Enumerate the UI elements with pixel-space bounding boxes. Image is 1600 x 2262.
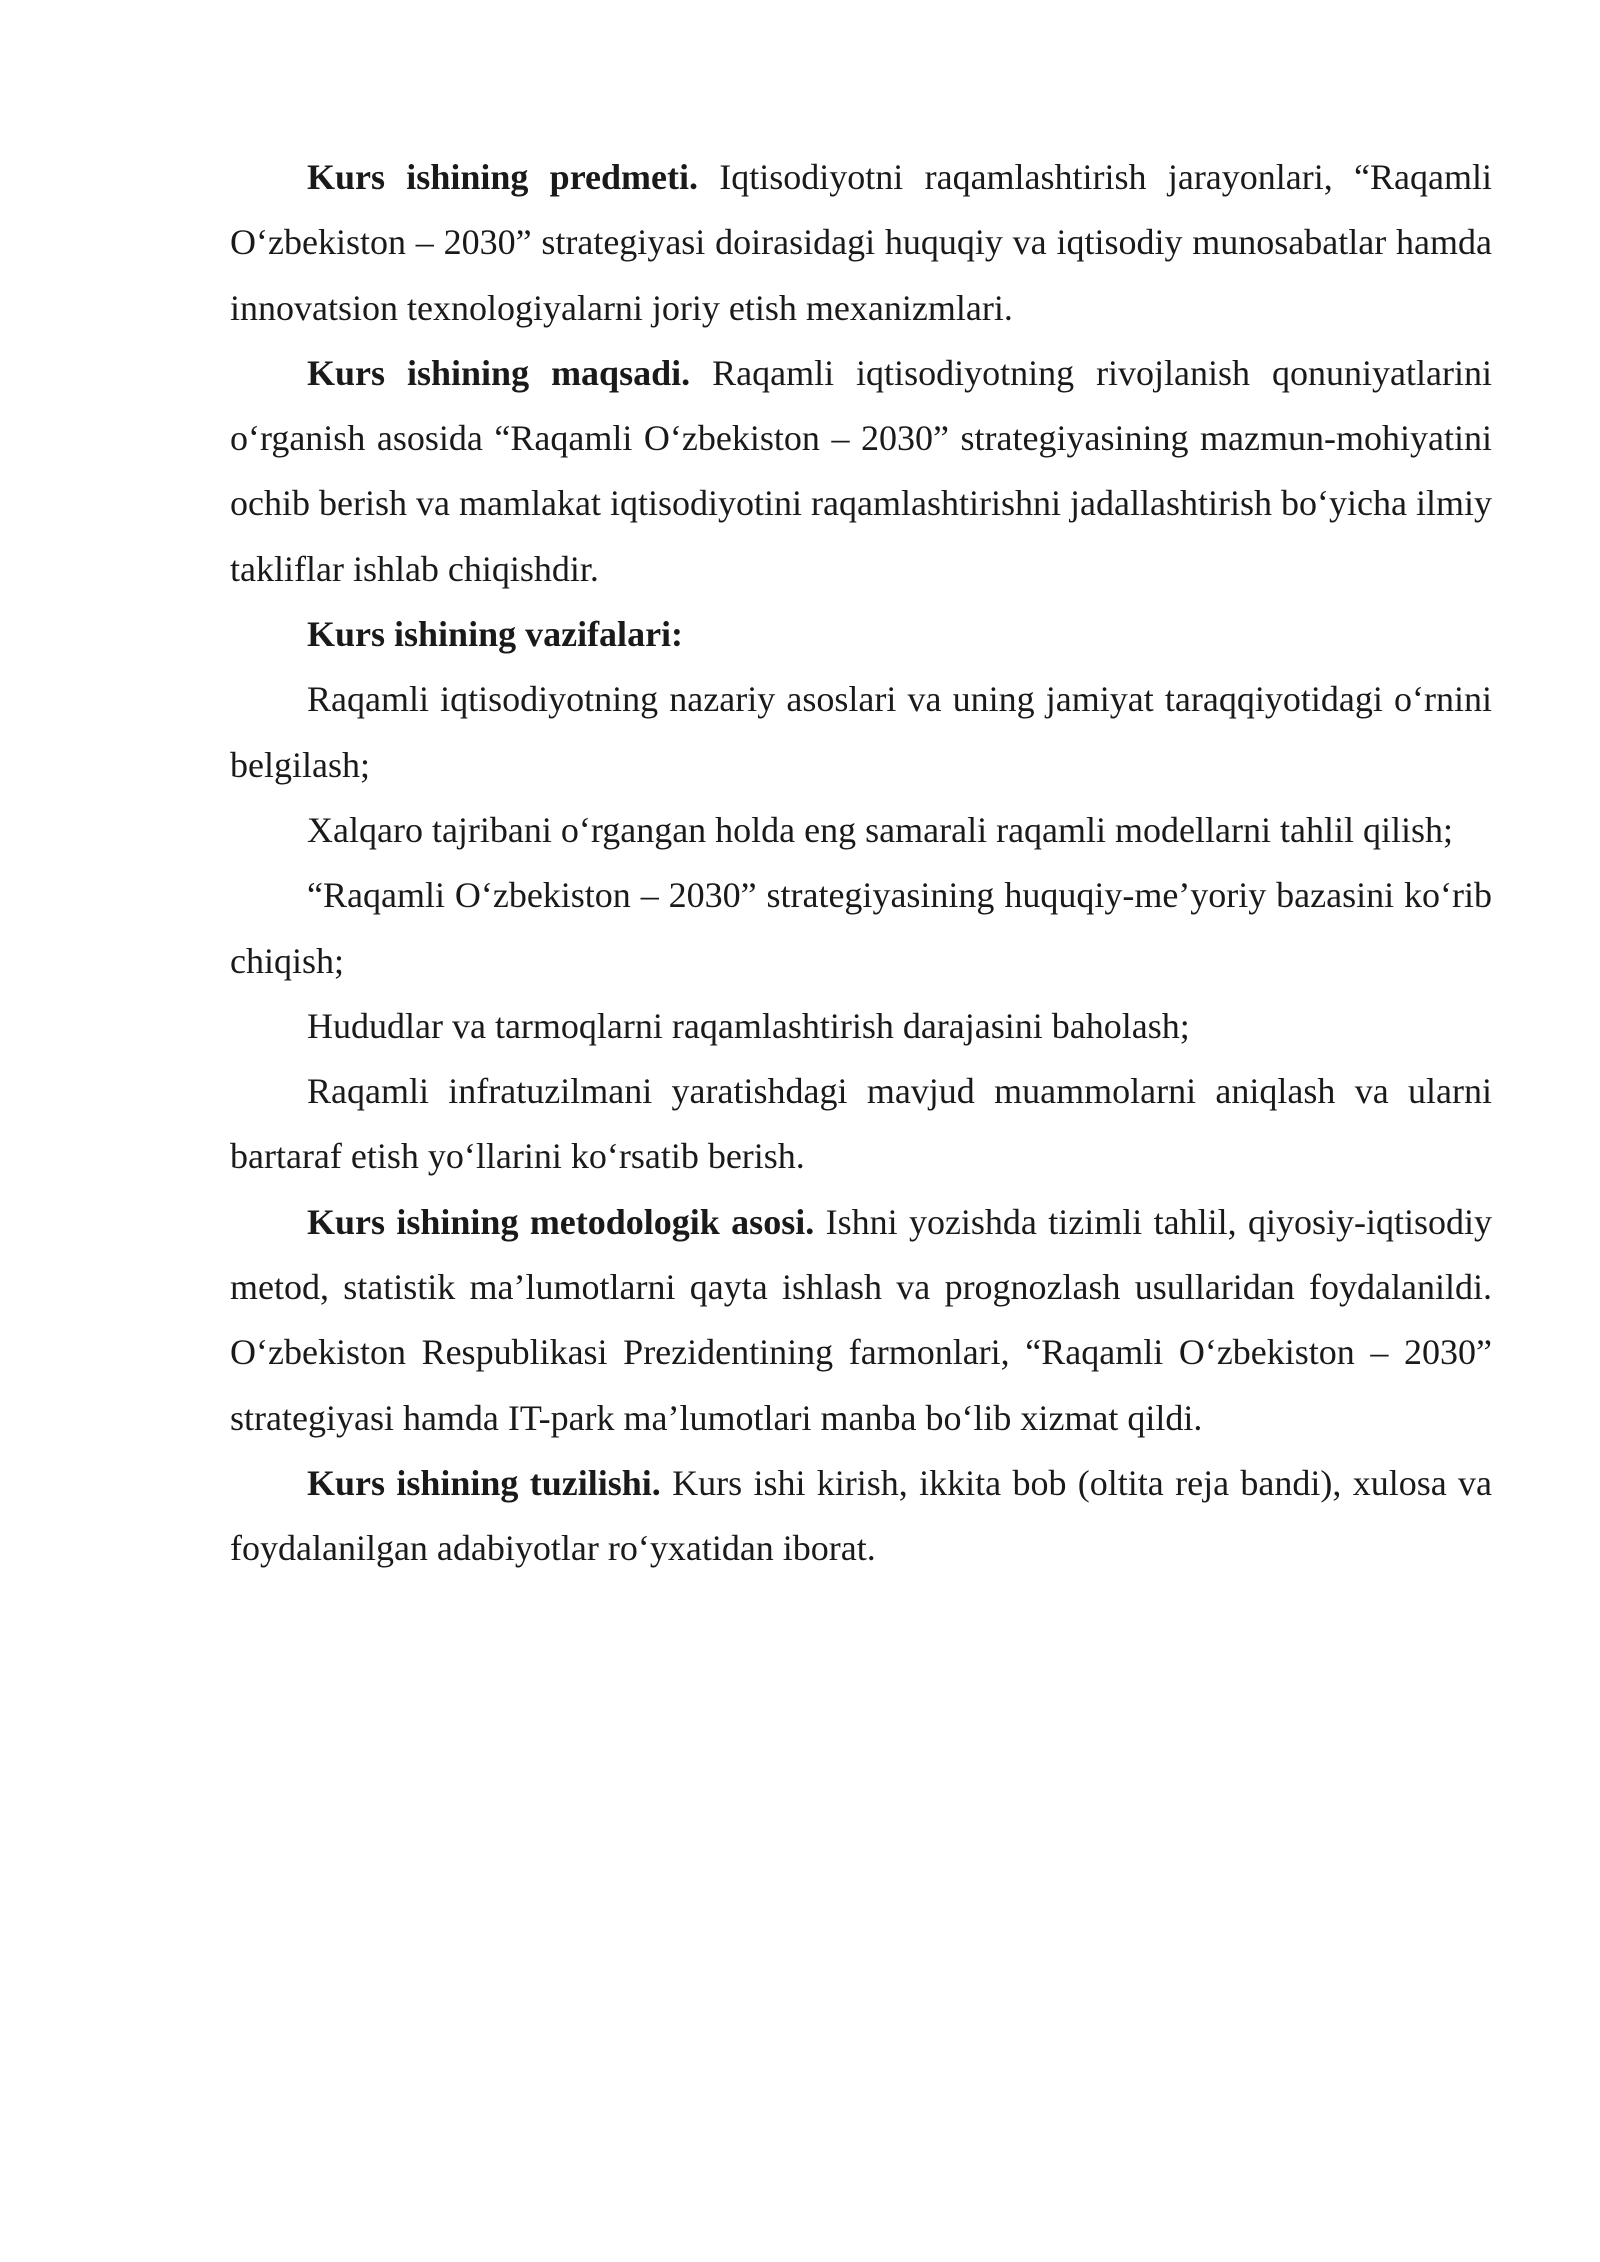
- tasks-heading: Kurs ishining vazifalari:: [307, 614, 684, 655]
- structure-text: Kurs ishi kirish, ikkita bob (oltita reja bandi), xulosa va foydalanilgan adabiyotlar ro‘yxatidan iborat.: [230, 1462, 1492, 1569]
- task-item: Raqamli iqtisodiyotning nazariy asoslari va uning jamiyat taraqqiyotidagi o‘rnini belgilash;: [230, 679, 1492, 785]
- subject-paragraph: [230, 145, 1492, 341]
- task-item: Hududlar va tarmoqlarni raqamlashtirish darajasini baholash;: [307, 1005, 1190, 1046]
- subject-text: Iqtisodiyotni raqamlashtirish jarayonlari, “Raqamli O‘zbekiston – 2030” strategiyasi doirasidagi huquqiy va iqtisodiy munosabatlar hamda innovatsion texnologiyalarni joriy etish mexanizmlari.: [230, 157, 1492, 328]
- tasks-heading-paragraph: [230, 602, 1492, 667]
- goal-text: Raqamli iqtisodiyotning rivojlanish qonuniyatlarini o‘rganish asosida “Raqamli O‘zbekiston – 2030” strategiyasining mazmun-mohiyatini ochib berish va mamlakat iqtisodiyotini raqamlashtirishni jadallashtirish bo‘yicha ilmiy takliflar ishlab chiqishdir.: [230, 352, 1492, 589]
- subject-heading: Kurs ishining predmeti.: [307, 157, 698, 197]
- structure-heading: Kurs ishining tuzilishi.: [307, 1462, 661, 1503]
- task-item: “Raqamli O‘zbekiston – 2030” strategiyasining huquqiy-me’yoriy bazasini ko‘rib chiqish;: [230, 875, 1492, 981]
- structure-paragraph: [230, 1451, 1492, 1582]
- methodology-heading: Kurs ishining metodologik asosi.: [307, 1201, 815, 1242]
- task-item: Xalqaro tajribani o‘rgangan holda eng samarali raqamli modellarni tahlil qilish;: [307, 809, 1453, 850]
- document-page: [230, 145, 1492, 1582]
- goal-heading: Kurs ishining maqsadi.: [307, 352, 691, 393]
- methodology-text: Ishni yozishda tizimli tahlil, qiyosiy-iqtisodiy metod, statistik ma’lumotlarni qayta ishlash va prognozlash usullaridan foydalanildi. O‘zbekiston Respublikasi Prezidentining farmonlari, “Raqamli O‘zbekiston – 2030” strategiyasi hamda IT-park ma’lumotlari manba bo‘lib xizmat qildi.: [230, 1201, 1492, 1438]
- goal-paragraph: [230, 341, 1492, 602]
- methodology-paragraph: [230, 1190, 1492, 1451]
- task-item: Raqamli infratuzilmani yaratishdagi mavjud muammolarni aniqlash va ularni bartaraf etish yo‘llarini ko‘rsatib berish.: [230, 1071, 1492, 1177]
